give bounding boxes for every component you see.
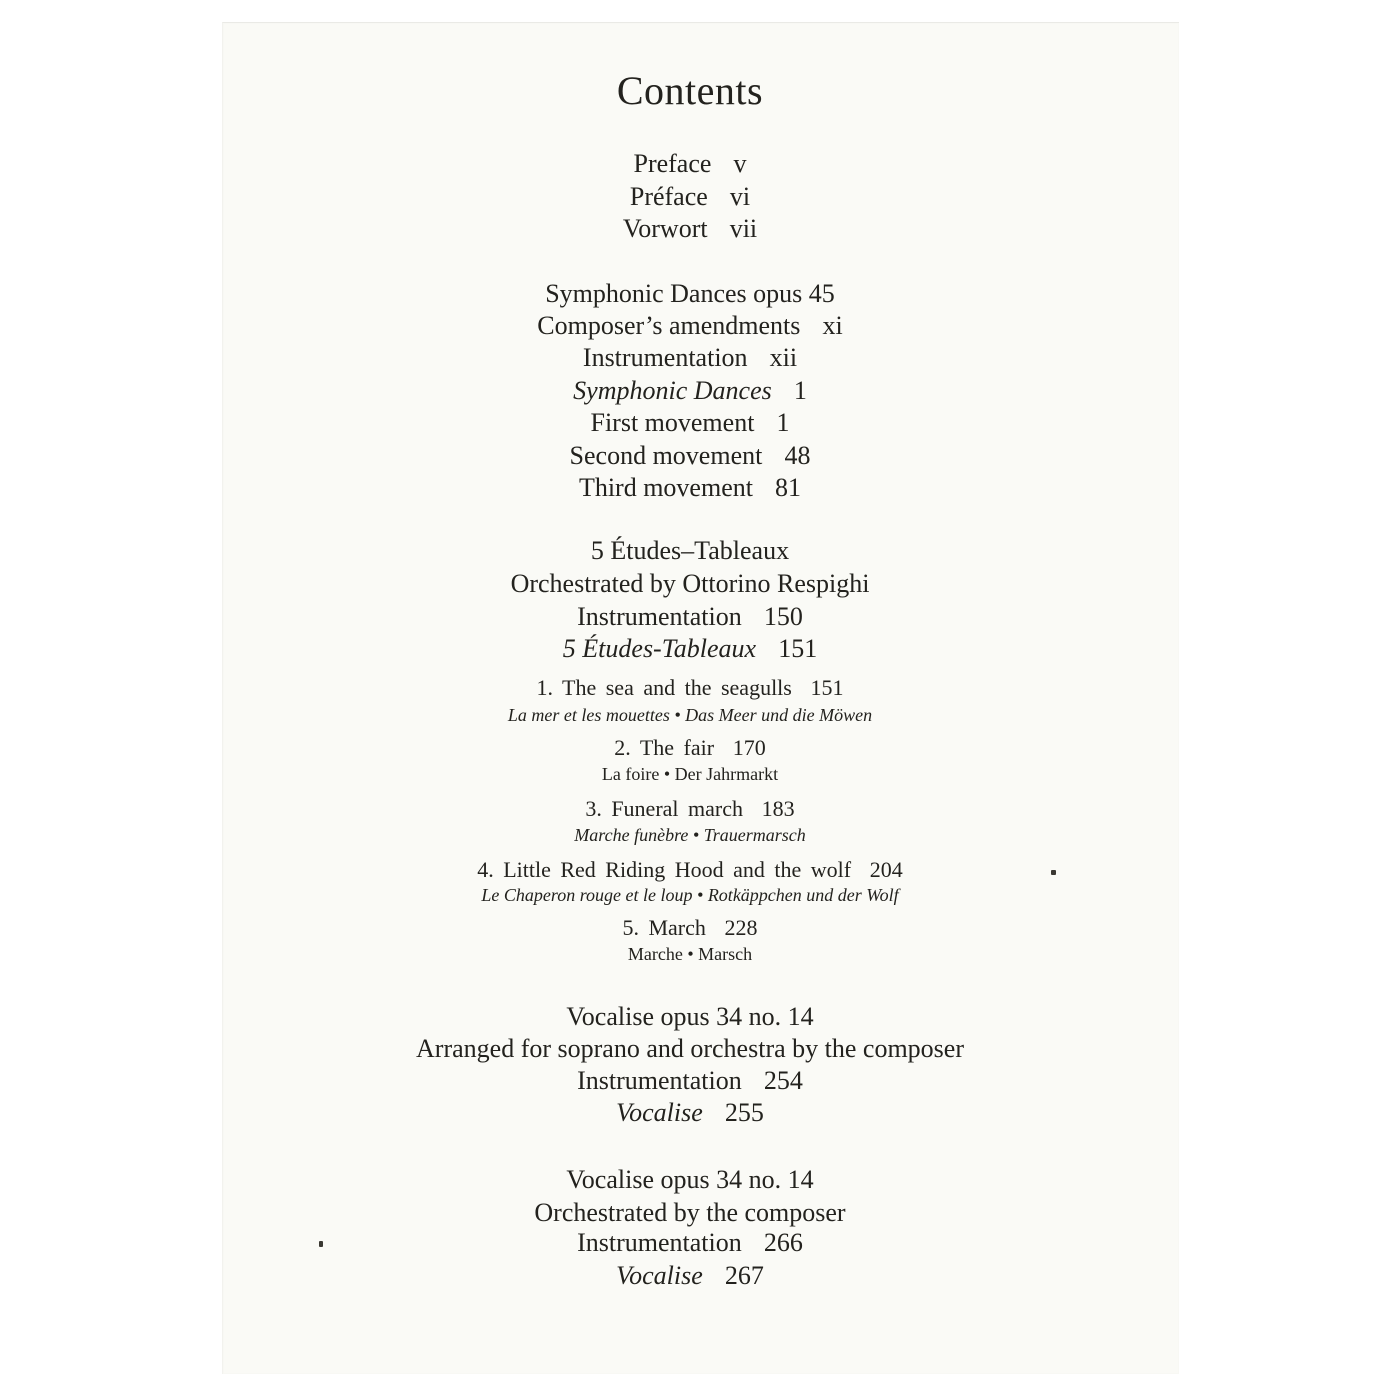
- toc-entry: [223, 1196, 1157, 1230]
- toc-entry-label: 2. The fair: [614, 735, 715, 760]
- toc-entry: [223, 1064, 1157, 1098]
- toc-page-number: 204: [869, 857, 903, 882]
- toc-item: [223, 855, 1157, 885]
- toc-entry: [223, 341, 1157, 375]
- toc-entry-label: 5. March: [622, 915, 706, 940]
- toc-item: [223, 794, 1157, 824]
- toc-entry-label: 4. Little Red Riding Hood and the wolf: [477, 857, 852, 882]
- toc-entry-label: Instrumentation: [577, 1066, 742, 1095]
- toc-entry: [223, 180, 1157, 214]
- toc-entry-label: Composer’s amendments: [537, 311, 801, 340]
- toc-entry-label: First movement: [590, 408, 755, 437]
- toc-entry-label: La mer et les mouettes • Das Meer und die Möwen: [507, 705, 873, 725]
- toc-item-subtitle: [223, 823, 1157, 847]
- toc-item-subtitle: [223, 703, 1157, 727]
- toc-entry-label: Orchestrated by the composer: [534, 1198, 846, 1227]
- toc-entry: [223, 374, 1157, 408]
- toc-entry-label: Preface: [633, 149, 712, 178]
- toc-page-number: xi: [822, 311, 843, 340]
- toc-entry-label: Symphonic Dances opus 45: [545, 279, 835, 308]
- toc-entry-label: Instrumentation: [577, 602, 742, 631]
- toc-entry-label: Vocalise opus 34 no. 14: [566, 1002, 814, 1031]
- toc-entry: [223, 406, 1157, 440]
- toc-page-number: 183: [761, 796, 795, 821]
- toc-page-number: 150: [763, 602, 803, 631]
- toc-entry: [223, 1000, 1157, 1034]
- toc-page-number: 255: [724, 1098, 764, 1127]
- toc-page-number: 254: [763, 1066, 803, 1095]
- toc-entry: [223, 471, 1157, 505]
- toc-item: [223, 733, 1157, 763]
- toc-entry: [223, 439, 1157, 473]
- toc-entry-label: Orchestrated by Ottorino Respighi: [510, 569, 870, 598]
- toc-entry-label: 1. The sea and the seagulls: [536, 675, 792, 700]
- toc-page-number: 266: [763, 1228, 803, 1257]
- toc-page-number: vii: [729, 214, 758, 243]
- toc-entry: [223, 534, 1157, 568]
- toc-page-number: v: [733, 149, 747, 178]
- toc-entry-label: 5 Études–Tableaux: [590, 536, 790, 565]
- toc-entry-label: Arranged for soprano and orchestra by the composer: [416, 1034, 964, 1063]
- toc-entry: [223, 567, 1157, 601]
- toc-item-subtitle: [223, 883, 1157, 907]
- ink-speck: [1051, 870, 1056, 875]
- toc-entry-label: Instrumentation: [582, 343, 748, 372]
- toc-page-number: 1: [776, 408, 790, 437]
- toc-entry-label: Third movement: [578, 473, 753, 502]
- toc-entry: [223, 277, 1157, 311]
- toc-entry-label: Vocalise opus 34 no. 14: [566, 1165, 814, 1194]
- toc-page-number: vi: [729, 182, 751, 211]
- toc-entry-label: Vocalise: [616, 1261, 703, 1290]
- toc-entry: [223, 1226, 1157, 1260]
- toc-page-number: 1: [793, 376, 807, 405]
- toc-page-number: 151: [778, 634, 818, 663]
- toc-entry: [223, 600, 1157, 634]
- toc-entry-label: Marche funèbre • Trauermarsch: [574, 825, 806, 845]
- toc-entry: [223, 1163, 1157, 1197]
- toc-item-subtitle: [223, 762, 1157, 786]
- toc-page-number: 267: [724, 1261, 764, 1290]
- toc-entry: [223, 309, 1157, 343]
- toc-page-number: 48: [784, 441, 811, 470]
- toc-entry-label: Marche • Marsch: [627, 944, 753, 964]
- toc-page-number: xii: [769, 343, 798, 372]
- toc-item: [223, 673, 1157, 703]
- page-title: Contents: [616, 68, 764, 113]
- toc-entry: [223, 1096, 1157, 1130]
- toc-entry-label: 3. Funeral march: [585, 796, 743, 821]
- toc-entry-label: Symphonic Dances: [573, 376, 772, 405]
- book-page: [222, 22, 1179, 1374]
- toc-entry: [223, 632, 1157, 666]
- toc-entry-label: Second movement: [569, 441, 763, 470]
- toc-entry: [223, 1259, 1157, 1293]
- toc-entry-label: 5 Études-Tableaux: [562, 634, 757, 663]
- ink-speck: [319, 1241, 323, 1247]
- toc-page-number: 81: [775, 473, 802, 502]
- toc-entry-label: La foire • Der Jahrmarkt: [601, 764, 779, 784]
- toc-item-subtitle: [223, 942, 1157, 966]
- toc-entry-label: Instrumentation: [577, 1228, 742, 1257]
- toc-entry-label: Le Chaperon rouge et le loup • Rotkäppchen und der Wolf: [481, 885, 899, 905]
- toc-page-number: 170: [732, 735, 766, 760]
- toc-entry-label: Vorwort: [622, 214, 708, 243]
- toc-page-number: 228: [724, 915, 758, 940]
- toc-entry: [223, 1032, 1157, 1066]
- toc-entry-label: Préface: [629, 182, 708, 211]
- toc-page-number: 151: [810, 675, 844, 700]
- toc-entry: [223, 212, 1157, 246]
- toc-entry: [223, 147, 1157, 181]
- toc-entry-label: Vocalise: [616, 1098, 703, 1127]
- toc-item: [223, 913, 1157, 943]
